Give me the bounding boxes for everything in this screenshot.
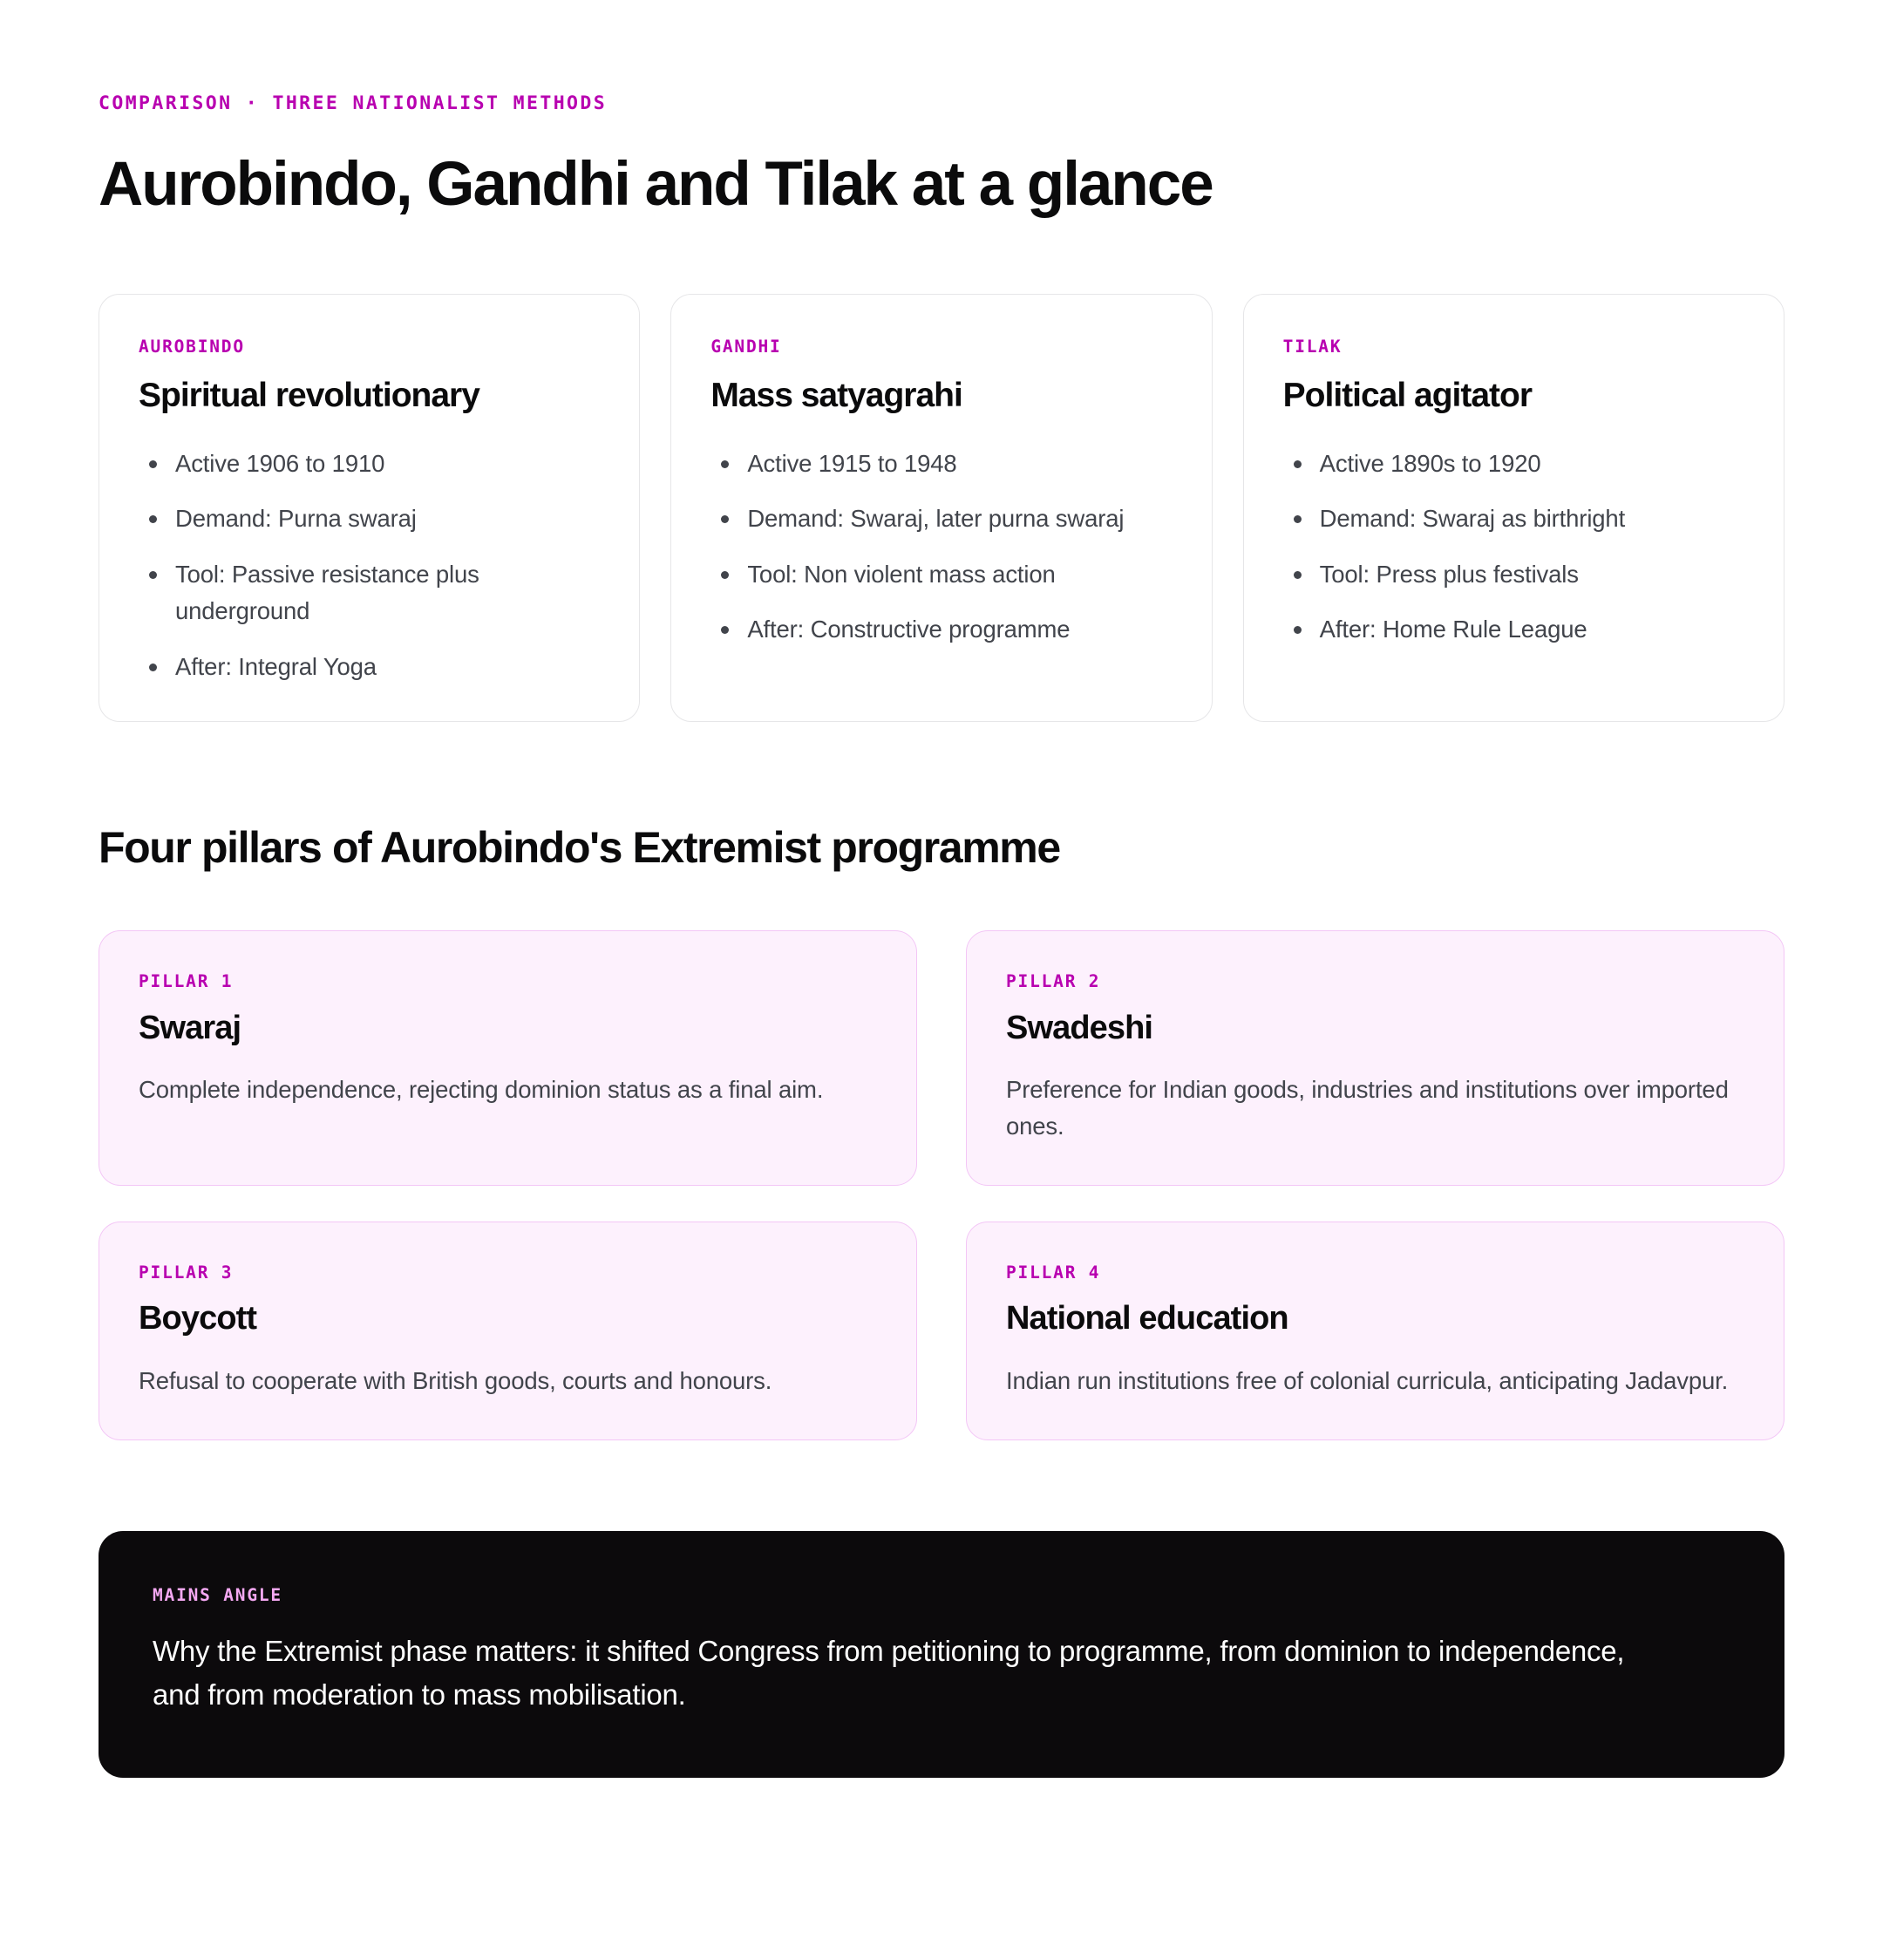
mains-angle-banner	[99, 1531, 1784, 1779]
pillar-description: Complete independence, rejecting dominion status as a final aim.	[139, 1076, 824, 1104]
card-kicker: TILAK	[1282, 337, 1343, 357]
card-title: Political agitator	[1282, 376, 1533, 414]
list-item: Tool: Press plus festivals	[1283, 556, 1744, 594]
pillar-kicker: PILLAR 1	[139, 971, 234, 992]
mains-angle-kicker: MAINS ANGLE	[153, 1584, 282, 1605]
list-item: Active 1906 to 1910	[139, 446, 600, 483]
comparison-card-tilak	[1243, 294, 1784, 721]
list-item: Demand: Swaraj as birthright	[1283, 500, 1744, 538]
list-item: After: Home Rule League	[1283, 611, 1744, 649]
pillar-card-boycott	[99, 1222, 917, 1440]
pillar-kicker: PILLAR 4	[1006, 1262, 1101, 1283]
pillar-card-swadeshi	[966, 930, 1784, 1186]
pillar-title: Swaraj	[139, 1009, 241, 1046]
pillar-card-swaraj	[99, 930, 917, 1186]
comparison-card-aurobindo	[99, 294, 640, 721]
card-bullet-list	[1283, 446, 1744, 650]
comparison-card-grid	[99, 294, 1784, 721]
eyebrow-label: COMPARISON · THREE NATIONALIST METHODS	[99, 92, 608, 114]
pillar-kicker: PILLAR 3	[139, 1262, 234, 1283]
comparison-card-gandhi	[670, 294, 1212, 721]
pillar-title: Swadeshi	[1006, 1009, 1153, 1046]
card-title: Mass satyagrahi	[710, 376, 962, 414]
list-item: Active 1890s to 1920	[1283, 446, 1744, 483]
section-heading-pillars: Four pillars of Aurobindo's Extremist programme	[99, 822, 1060, 872]
pillar-title: National education	[1006, 1300, 1288, 1337]
page-title: Aurobindo, Gandhi and Tilak at a glance	[99, 149, 1213, 219]
pillar-title: Boycott	[139, 1300, 257, 1337]
list-item: Demand: Purna swaraj	[139, 500, 600, 538]
list-item: Tool: Non violent mass action	[710, 556, 1172, 594]
card-kicker: GANDHI	[710, 337, 782, 357]
pillar-kicker: PILLAR 2	[1006, 971, 1101, 992]
card-bullet-list	[710, 446, 1172, 650]
list-item: After: Constructive programme	[710, 611, 1172, 649]
list-item: Tool: Passive resistance plus underground	[139, 556, 600, 630]
pillar-description: Refusal to cooperate with British goods, courts and honours.	[139, 1366, 772, 1394]
card-kicker: AUROBINDO	[139, 337, 245, 357]
card-title: Spiritual revolutionary	[139, 376, 479, 414]
pillar-description: Preference for Indian goods, industries and institutions over imported ones.	[1006, 1076, 1729, 1140]
pillar-card-national-education	[966, 1222, 1784, 1440]
card-bullet-list	[139, 446, 600, 686]
list-item: Active 1915 to 1948	[710, 446, 1172, 483]
pillar-description: Indian run institutions free of colonial curricula, anticipating Jadavpur.	[1006, 1366, 1729, 1394]
list-item: After: Integral Yoga	[139, 649, 600, 686]
list-item: Demand: Swaraj, later purna swaraj	[710, 500, 1172, 538]
mains-angle-text: Why the Extremist phase matters: it shifted Congress from petitioning to programme, from dominion to independence, and from moderation to mass mobilisation.	[153, 1635, 1625, 1712]
pillar-card-grid	[99, 930, 1784, 1440]
